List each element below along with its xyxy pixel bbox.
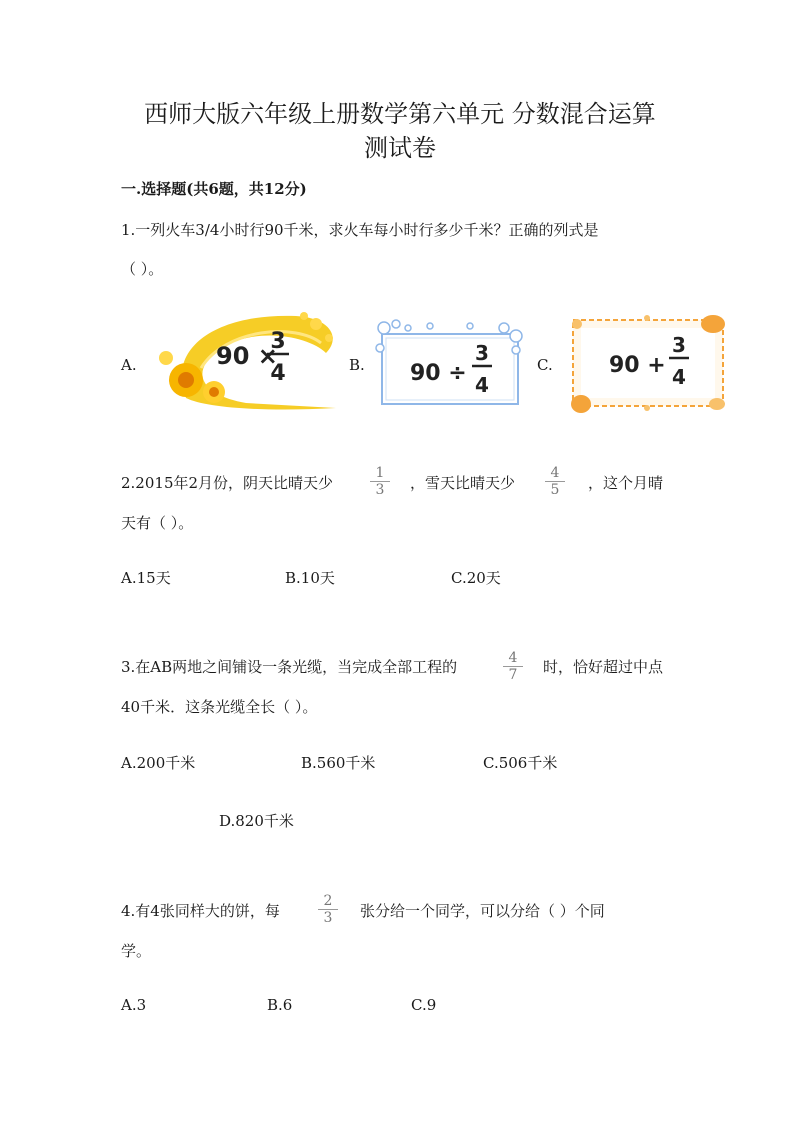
- q3-text-part2: 时，恰好超过中点: [543, 658, 664, 676]
- q1-c-den: 4: [672, 365, 686, 389]
- q4-text-part2: 张分给一个同学，可以分给（ ）个同: [360, 902, 605, 920]
- q1-text-line1: 1.一列火车3/4小时行90千米，求火车每小时行多少千米？正确的列式是: [121, 221, 599, 239]
- section-heading: 一.选择题(共6题，共12分): [121, 180, 307, 198]
- q4-text-part1: 4.有4张同样大的饼，每: [121, 902, 280, 920]
- q1-option-b-image: [370, 318, 530, 414]
- q2-fraction-1: [370, 465, 390, 498]
- q1-b-num: 3: [475, 341, 489, 365]
- q1-option-a-image: [146, 308, 344, 412]
- q4-fraction-den: 3: [323, 910, 333, 926]
- q4-option-a: A.3: [121, 996, 147, 1014]
- q3-text-part1: 3.在AB两地之间铺设一条光缆，当完成全部工程的: [121, 658, 458, 676]
- q1-text-line2: （ ）。: [121, 260, 164, 278]
- q2-fraction-1-den: 3: [375, 482, 385, 498]
- q2-text-part1: 2.2015年2月份，阴天比晴天少: [121, 474, 334, 492]
- q2-text-part3: ，这个月晴: [588, 474, 664, 492]
- q2-option-a: A.15天: [121, 569, 171, 587]
- q1-option-b-label: B.: [349, 356, 365, 374]
- q1-a-num: 3: [270, 329, 286, 354]
- q2-fraction-2: [545, 465, 565, 498]
- q1-c-expr: 90 +: [609, 353, 666, 378]
- q3-option-d: D.820千米: [219, 812, 294, 830]
- q2-fraction-1-num: 1: [370, 465, 390, 482]
- q1-b-expr: 90 ÷: [410, 361, 467, 386]
- q4-text-line2: 学。: [121, 942, 152, 960]
- q1-option-c-label: C.: [537, 356, 553, 374]
- q4-fraction: [318, 893, 338, 926]
- q1-option-c-image: [567, 312, 729, 414]
- q3-option-b: B.560千米: [301, 754, 376, 772]
- q3-text-line2: 40千米．这条光缆全长（ ）。: [121, 698, 318, 716]
- q2-option-c: C.20天: [451, 569, 501, 587]
- q2-fraction-2-den: 5: [550, 482, 560, 498]
- q1-a-den: 4: [270, 361, 286, 386]
- q1-a-expr: 90 ×: [216, 342, 278, 370]
- q4-option-b: B.6: [267, 996, 293, 1014]
- q3-fraction-num: 4: [503, 650, 523, 667]
- q1-c-num: 3: [672, 333, 686, 357]
- q4-fraction-num: 2: [318, 893, 338, 910]
- q2-fraction-2-num: 4: [545, 465, 565, 482]
- q1-b-den: 4: [475, 373, 489, 397]
- q2-text-line2: 天有（ ）。: [121, 514, 194, 532]
- q3-option-a: A.200千米: [121, 754, 196, 772]
- q2-option-b: B.10天: [285, 569, 335, 587]
- q1-option-a-label: A.: [121, 356, 137, 374]
- q2-text-part2: ，雪天比晴天少: [410, 474, 516, 492]
- q3-option-c: C.506千米: [483, 754, 558, 772]
- q4-option-c: C.9: [411, 996, 437, 1014]
- q3-fraction: [503, 650, 523, 683]
- page-subtitle: 测试卷: [364, 134, 436, 162]
- q3-fraction-den: 7: [508, 667, 518, 683]
- page-title: 西师大版六年级上册数学第六单元 分数混合运算: [144, 100, 656, 128]
